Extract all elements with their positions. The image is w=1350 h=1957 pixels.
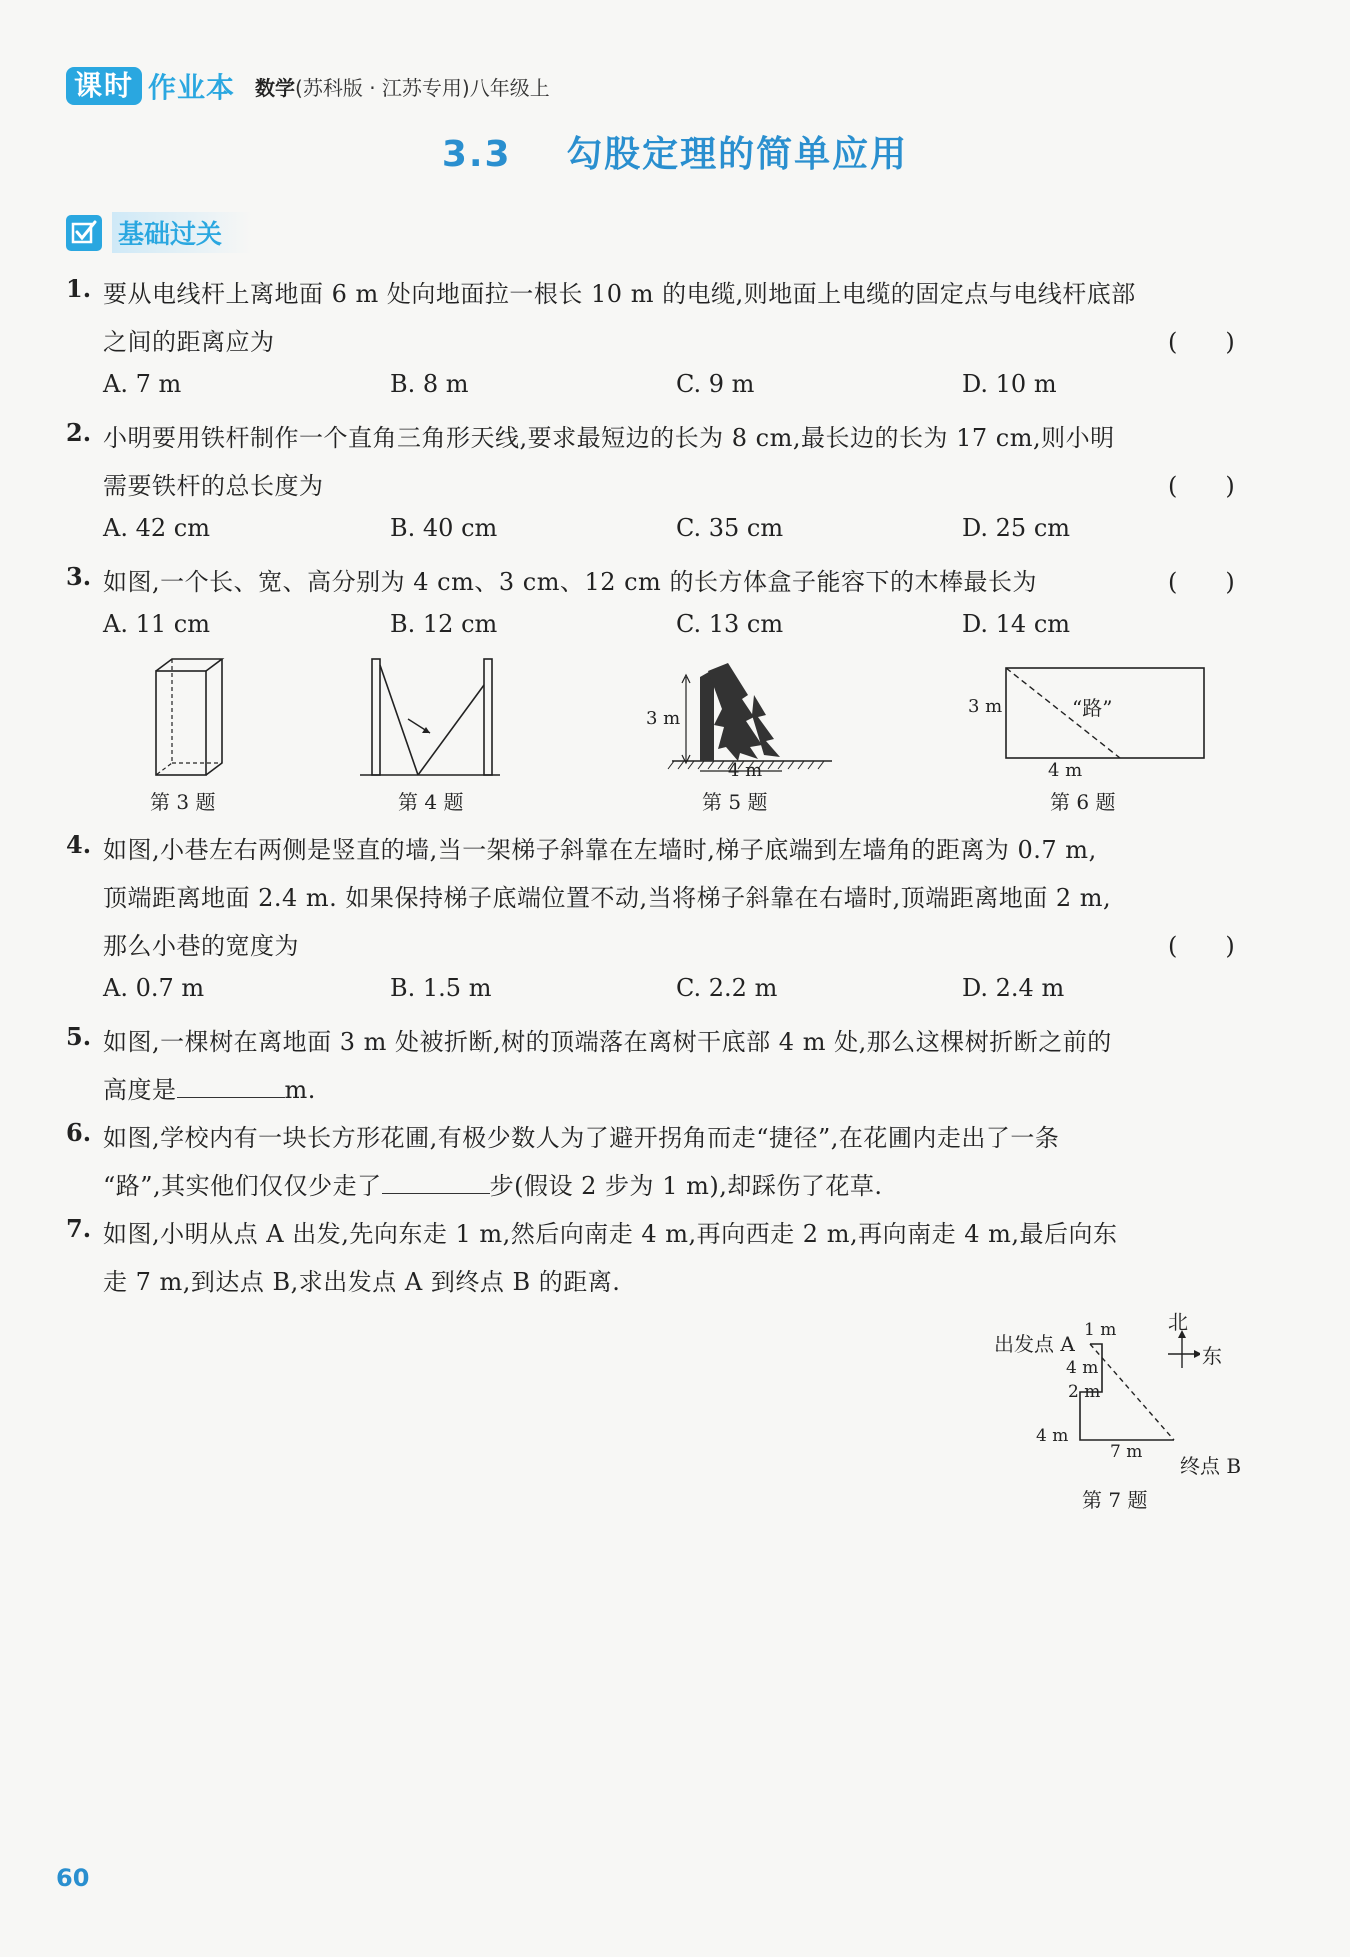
- option-b: B. 8 m: [390, 370, 469, 398]
- figure-6-road-label: “路”: [1072, 696, 1113, 720]
- figure-7-start-label: 出发点 A: [994, 1332, 1075, 1356]
- question-number: 5.: [66, 1022, 92, 1051]
- figure-6-height-label: 3 m: [968, 696, 1003, 717]
- figure-3-caption: 第 3 题: [150, 790, 216, 814]
- section-title: [0, 126, 1350, 177]
- question-text-after-blank: m.: [284, 1076, 316, 1104]
- option-c: C. 13 cm: [676, 610, 784, 638]
- brand-edition: (苏科版 · 江苏专用)八年级上: [295, 75, 550, 100]
- checkbox-icon: [66, 215, 102, 251]
- figure-7-seg4-label: 4 m: [1036, 1426, 1069, 1446]
- question-text: 顶端距离地面 2.4 m. 如果保持梯子底端位置不动,当将梯子斜靠在右墙时,顶端距离地面 2 m,: [103, 884, 1112, 912]
- question-text-line2: [103, 1166, 882, 1201]
- question-text: 如图,一棵树在离地面 3 m 处被折断,树的顶端落在离树干底部 4 m 处,那么这棵树折断之前的: [103, 1028, 1112, 1056]
- option-c: C. 2.2 m: [676, 974, 778, 1002]
- option-d: D. 14 cm: [962, 610, 1071, 638]
- option-d: D. 10 m: [962, 370, 1057, 398]
- option-c: C. 35 cm: [676, 514, 784, 542]
- option-a: A. 0.7 m: [103, 974, 205, 1002]
- question-text-after-blank: 步(假设 2 步为 1 m),却踩伤了花草.: [489, 1172, 883, 1200]
- figure-6-caption: 第 6 题: [1050, 790, 1116, 814]
- option-a: A. 7 m: [103, 370, 182, 398]
- figure-6-width-label: 4 m: [1048, 760, 1083, 781]
- option-d: D. 25 cm: [962, 514, 1071, 542]
- brand-name: 作业本: [148, 71, 236, 104]
- question-text: 走 7 m,到达点 B,求出发点 A 到终点 B 的距离.: [103, 1268, 621, 1296]
- question-text: 如图,学校内有一块长方形花圃,有极少数人为了避开拐角而走“捷径”,在花圃内走出了一条: [103, 1124, 1060, 1152]
- answer-blank[interactable]: [177, 1075, 285, 1098]
- question-text: 如图,小明从点 A 出发,先向东走 1 m,然后向南走 4 m,再向西走 2 m,再向南走 4 m,最后向东: [103, 1220, 1118, 1248]
- figure-5-width-label: 4 m: [728, 760, 763, 781]
- figure-7-north-label: 北: [1168, 1310, 1188, 1334]
- answer-bracket: ( ): [1168, 328, 1235, 356]
- question-number: 2.: [66, 418, 92, 447]
- question-text: 之间的距离应为: [103, 328, 275, 356]
- question-number: 7.: [66, 1214, 92, 1243]
- header-brand: [66, 66, 550, 106]
- answer-bracket: ( ): [1168, 472, 1235, 500]
- subhead-label: 基础过关: [112, 212, 252, 253]
- question-text-line2: [103, 1070, 316, 1105]
- figure-4-alley: [360, 655, 500, 780]
- question-text: 如图,一个长、宽、高分别为 4 cm、3 cm、12 cm 的长方体盒子能容下的木棒最长为: [103, 568, 1037, 596]
- answer-blank[interactable]: [382, 1171, 490, 1194]
- question-text: 小明要用铁杆制作一个直角三角形天线,要求最短边的长为 8 cm,最长边的长为 17 cm,则小明: [103, 424, 1115, 452]
- option-c: C. 9 m: [676, 370, 755, 398]
- figure-5-caption: 第 5 题: [702, 790, 768, 814]
- question-text: 要从电线杆上离地面 6 m 处向地面拉一根长 10 m 的电缆,则地面上电缆的固定点与电线杆底部: [103, 280, 1136, 308]
- figure-3-box: [150, 655, 230, 780]
- option-a: A. 42 cm: [103, 514, 210, 542]
- figure-7-east-label: 东: [1202, 1344, 1222, 1368]
- figure-7-caption: 第 7 题: [1082, 1488, 1148, 1512]
- section-number: 3.3: [441, 134, 512, 175]
- option-a: A. 11 cm: [103, 610, 210, 638]
- option-b: B. 1.5 m: [390, 974, 492, 1002]
- question-text-before-blank: 高度是: [103, 1076, 177, 1104]
- answer-bracket: ( ): [1168, 568, 1235, 596]
- option-d: D. 2.4 m: [962, 974, 1065, 1002]
- figure-7-seg3-label: 2 m: [1068, 1382, 1101, 1402]
- figure-4-caption: 第 4 题: [398, 790, 464, 814]
- page-number: 60: [56, 1864, 90, 1892]
- question-text: 需要铁杆的总长度为: [103, 472, 324, 500]
- question-number: 4.: [66, 830, 92, 859]
- figure-7-seg1-label: 1 m: [1084, 1320, 1117, 1340]
- figure-7-seg2-label: 4 m: [1066, 1358, 1099, 1378]
- subhead: [66, 212, 252, 253]
- brand-logo: 课时: [66, 67, 142, 105]
- section-name: 勾股定理的简单应用: [566, 134, 909, 175]
- option-b: B. 12 cm: [390, 610, 498, 638]
- brand-subject: 数学: [255, 75, 296, 100]
- figure-5-height-label: 3 m: [646, 708, 681, 729]
- question-number: 3.: [66, 562, 92, 591]
- question-number: 6.: [66, 1118, 92, 1147]
- answer-bracket: ( ): [1168, 932, 1235, 960]
- question-text-before-blank: “路”,其实他们仅仅少走了: [103, 1172, 382, 1200]
- question-number: 1.: [66, 274, 92, 303]
- question-text: 那么小巷的宽度为: [103, 932, 299, 960]
- figure-7-seg5-label: 7 m: [1110, 1442, 1143, 1462]
- option-b: B. 40 cm: [390, 514, 498, 542]
- figure-7-end-label: 终点 B: [1180, 1454, 1242, 1478]
- question-text: 如图,小巷左右两侧是竖直的墙,当一架梯子斜靠在左墙时,梯子底端到左墙角的距离为 0.7 m,: [103, 836, 1097, 864]
